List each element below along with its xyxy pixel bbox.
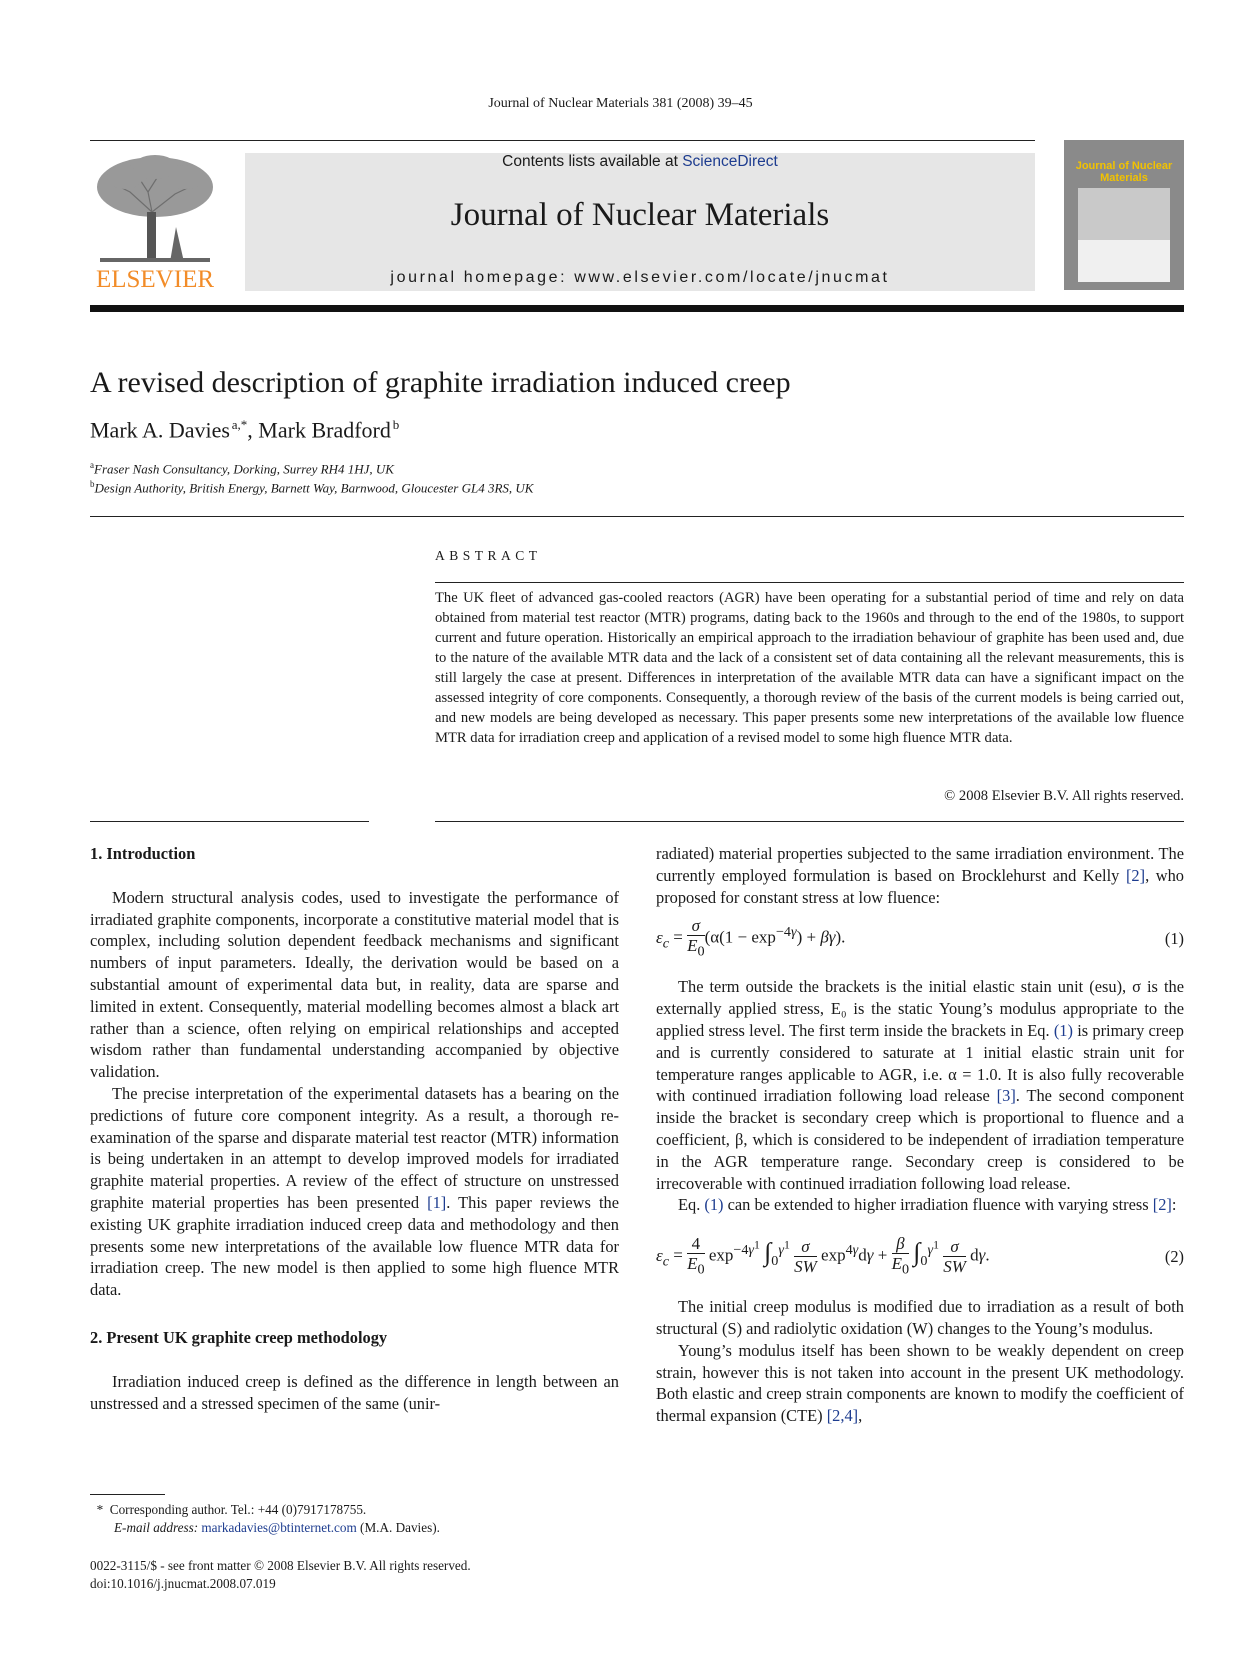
footnote-rule [90, 1494, 165, 1495]
equation-number: (2) [1164, 1247, 1184, 1267]
footnote-email: E-mail address: markadavies@btinternet.com (M.A. Davies). [114, 1520, 440, 1535]
section-rule [90, 516, 1184, 517]
paragraph: The precise interpretation of the experimental datasets has a bearing on the predictions of future core component integrity. As a result, a thorough re-examination of the sparse and disparate material test reactor (MTR) information is being undertaken in an attempt to develop improved models for irradiated graphite material properties. A review of the effect of structure on unstressed graphite material properties has been presented [1]. This paper reviews the existing UK graphite irradiation induced creep data and methodology and then presents some new interpretations of the available low fluence MTR data for irradiation creep. The new model is then applied to some high fluence MTR data. [90, 1083, 619, 1300]
issn-line: 0022-3115/$ - see front matter © 2008 Elsevier B.V. All rights reserved. [90, 1558, 471, 1573]
cover-panel [1078, 240, 1170, 282]
section-heading: 2. Present UK graphite creep methodology [90, 1327, 388, 1347]
journal-reference: Journal of Nuclear Materials 381 (2008) 39–45 [488, 96, 753, 111]
equation-link[interactable]: (1) [1053, 1020, 1073, 1040]
citation-link[interactable]: [2] [1152, 1195, 1172, 1215]
thick-rule [90, 305, 1184, 312]
copyright: © 2008 Elsevier B.V. All rights reserved. [944, 788, 1184, 804]
citation-link[interactable]: [2] [1125, 865, 1146, 885]
citation-link[interactable]: [2,4] [826, 1406, 859, 1426]
left-column [90, 843, 619, 1414]
section-heading: 1. Introduction [90, 844, 196, 863]
affiliation-b: $^b$Design Authority, British Energy, Barnett Way, Barnwood, Gloucester GL4 3RS, UK [90, 479, 534, 496]
footnote-corresponding: * Corresponding author. Tel.: +44 (0)7917178755. [96, 1502, 367, 1517]
email-link[interactable]: markadavies@btinternet.com [201, 1520, 357, 1535]
journal-banner [245, 153, 1035, 291]
author-list: Mark A. Davies $^{a,*}$, Mark Bradford $^b$ [90, 417, 400, 443]
equation-2: $\varepsilon_c$ = $\frac{4}{E_0}$ $\exp^{-4\gamma^1} \int_0^{\gamma^1}$ $\frac{\sigma}{SW}$ $\exp^{4\gamma}d\gamma$ + $\frac{\beta}{E_0}$ $\int_0^{\gamma^1}$ $\frac{\sigma}{SW}$ dγ. (2) [656, 1234, 1184, 1278]
header-rule [90, 140, 1035, 141]
elsevier-logo [90, 152, 220, 294]
author-sup: a,* [231, 417, 248, 432]
paragraph: The term outside the brackets is the initial elastic stain unit (esu), σ is the externally applied stress, E₀ is the static Young’s modulus appropriate to the applied stress level. The first term inside the brackets in Eq. (1) is primary creep and is currently considered to saturate at 1 initial elastic strain unit for temperature ranges applicable to AGR, i.e. α = 1.0. It is also fully recoverable with continued irradiation following load release [3]. The second component inside the bracket is secondary creep which is proportional to fluence and a coefficient, β, which is considered to be independent of irradiation temperature in the AGR temperature range. Secondary creep is considered to be irrecoverable with continued irradiation following load release. [656, 977, 1185, 1193]
journal-name: Journal of Nuclear Materials [450, 197, 830, 233]
equation-number: (1) [1164, 929, 1184, 949]
right-column [656, 843, 1184, 1427]
abstract-heading: ABSTRACT [435, 548, 542, 563]
article-title: A revised description of graphite irradiation induced creep [90, 366, 791, 399]
abstract-bottom-rule [435, 821, 1184, 822]
paragraph: Irradiation induced creep is defined as the difference in length between an unstressed and a stressed specimen of the same (unir- [90, 1371, 619, 1413]
left-rule [90, 821, 369, 822]
journal-homepage[interactable]: journal homepage: www.elsevier.com/locate/jnucmat [390, 269, 890, 286]
paragraph: The initial creep modulus is modified due to irradiation as a result of both structural (S) and radiolytic oxidation (W) changes to the Young’s modulus. [656, 1297, 1184, 1338]
citation-link[interactable]: [3] [996, 1086, 1016, 1106]
abstract-rule [435, 582, 1184, 583]
cover-title: Journal of Nuclear Materials [1075, 160, 1173, 184]
equation-link[interactable]: (1) [704, 1195, 724, 1215]
equation-1: $\varepsilon_c$ = $\frac{\sigma}{E_0}$ $(\alpha(1 - \exp^{-4\gamma}) + \beta\gamma)$. (1) [656, 916, 1184, 960]
elsevier-wordmark: ELSEVIER [95, 266, 215, 293]
abstract-text: The UK fleet of advanced gas-cooled reactors (AGR) have been operating for a substantial period of time and rely on data obtained from material test reactor (MTR) programs, dating back to the 1960s and through to the end of the 1980s, to support current and future operation. Historically an empirical approach to the irradiation behaviour of graphite has been used and, due to the nature of the available MTR data and the lack of a consistent set of data containing all the relevant measurements, this is still largely the case at present. Differences in interpretation of the available MTR data can have a significant impact on the assessed integrity of core components. Consequently, a thorough review of the basis of the current models is being carried out, and new models are being developed as necessary. This paper presents some new interpretations of the available low fluence MTR data for irradiation creep and application of a revised model to some high fluence MTR data. [435, 590, 1184, 746]
paragraph: Modern structural analysis codes, used to investigate the performance of irradiated graphite components, incorporate a constitutive material model that is complex, including solution dependent feedback mechanisms and significant numbers of input parameters. Ideally, the derivation would be based on a substantial amount of experimental data but, in reality, data are sparse and limited in extent. Consequently, material modelling becomes almost a black art rather than a science, often relying on empirical relationships and accepted wisdom rather than fundamental understanding accompanied by objective validation. [90, 887, 619, 1082]
doi-line: doi:10.1016/j.jnucmat.2008.07.019 [90, 1576, 276, 1591]
paragraph: radiated) material properties subjected to the same irradiation environment. The currently employed formulation is based on Brocklehurst and Kelly [2], who proposed for constant stress at low fluence: [656, 844, 1184, 907]
cover-image [1078, 188, 1170, 240]
journal-cover-thumbnail [1064, 140, 1184, 290]
citation-link[interactable]: [1] [427, 1192, 447, 1212]
author-name: Mark A. Davies [90, 417, 230, 443]
contents-line: Contents lists available at ScienceDirect [502, 153, 778, 170]
affiliation-a: $^a$Fraser Nash Consultancy, Dorking, Surrey RH4 1HJ, UK [90, 460, 394, 477]
sciencedirect-link[interactable]: ScienceDirect [682, 153, 778, 170]
author-name: Mark Bradford [258, 417, 391, 443]
author-sup: b [392, 417, 400, 432]
paragraph: Young’s modulus itself has been shown to be weakly dependent on creep strain, however this is not taken into account in the present UK methodology. Both elastic and creep strain components are known to modify the coefficient of thermal expansion (CTE) [2,4], [656, 1340, 1184, 1426]
tree-icon [90, 152, 220, 264]
paragraph: Eq. (1) can be extended to higher irradiation fluence with varying stress [2]: [678, 1195, 1177, 1215]
